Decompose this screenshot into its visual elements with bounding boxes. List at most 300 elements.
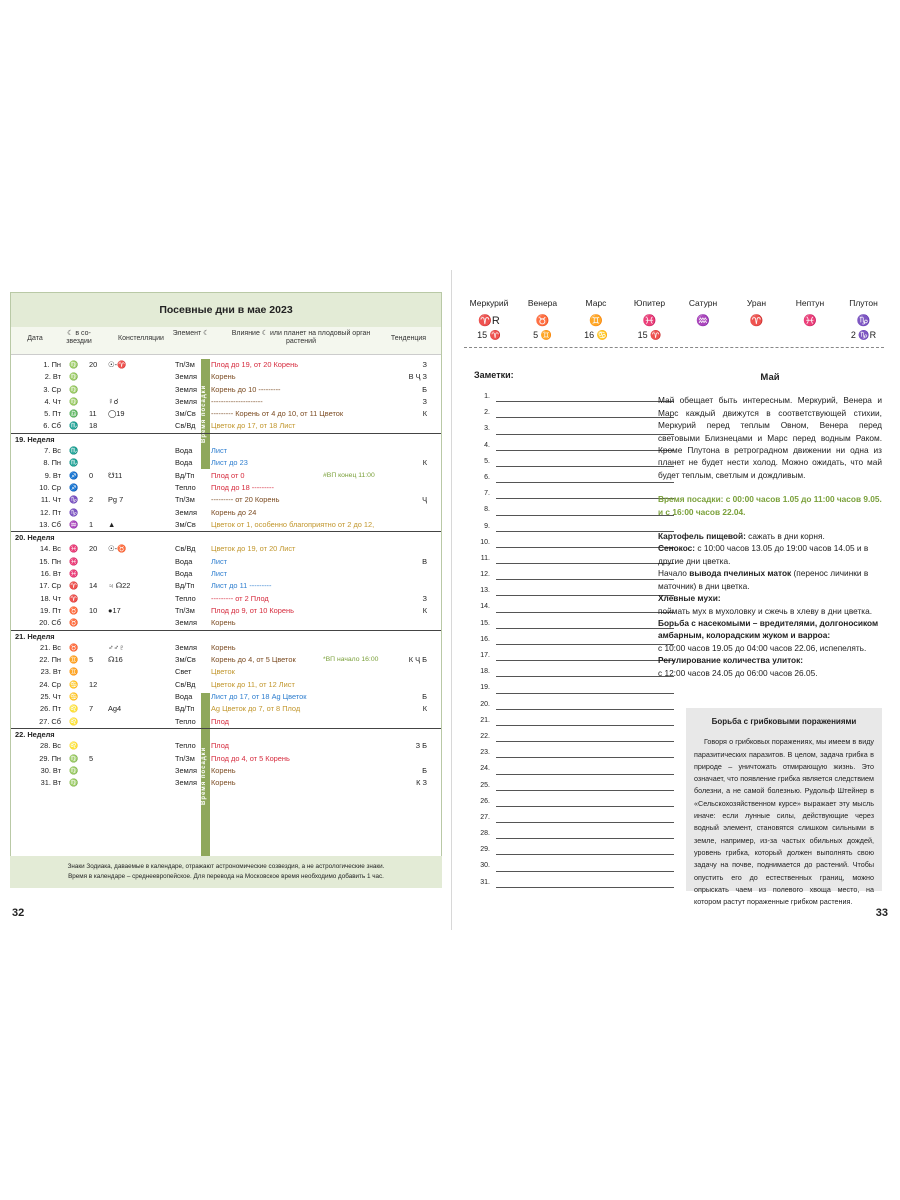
cell-d: 25. Чт [40, 692, 61, 702]
table-row [11, 580, 441, 592]
cell-p: Корень [211, 372, 236, 382]
footnote-line-1: Знаки Зодиака, даваемые в календаре, отражают астрономические созвездия, а не астрологические знаки. [67, 863, 385, 870]
potato-label: Картофель пищевой: [658, 531, 746, 542]
divider [464, 347, 884, 348]
planet-val: 5 ♊ [533, 330, 552, 340]
note-line[interactable] [474, 679, 674, 695]
cell-w: 22. Неделя [15, 729, 55, 739]
note-number: 6. [484, 473, 490, 481]
cell-d: 22. Пн [39, 655, 61, 665]
note-number: 1. [484, 393, 490, 400]
planting-bar-2: Время посадки [201, 693, 210, 858]
note-line[interactable] [474, 615, 674, 631]
cell-w: 19. Неделя [15, 434, 55, 444]
note-number: 4. [484, 441, 490, 449]
note-number: 30. [480, 862, 490, 870]
planet-name: Марс [585, 298, 607, 308]
cell-d: 30. Вт [40, 765, 61, 775]
cell-z: ♓ [69, 569, 79, 579]
table-row [11, 408, 441, 420]
cell-p: Корень [211, 765, 236, 775]
cell-n: 14 [89, 581, 98, 591]
cell-p: Корень до 10 --------- [211, 384, 281, 394]
note-line[interactable] [474, 793, 674, 809]
cell-k: ♃ ☊22 [108, 581, 131, 591]
cell-p: Лист [211, 569, 228, 579]
insects-label: Борьба с насекомыми – вредителями, долгоносиком амбарным, колорадским жуком и варроа: [658, 617, 879, 641]
cell-z: ♍ [69, 384, 79, 394]
queen-pre: Начало [658, 568, 690, 579]
hay-line [658, 542, 882, 567]
note-number: 16. [480, 635, 490, 643]
table-row [11, 777, 441, 789]
cell-d: 12. Пт [39, 507, 61, 517]
footnote [10, 856, 442, 888]
cell-p: Корень до 4, от 5 Цветок [211, 655, 296, 665]
month-intro: Май обещает быть интересным. Меркурий, Венера и Марс каждый движутся в соответствующей стихии, Меркурий перед теплым Овном, Венера перед световыми Близнецами и Марс перед водным Раком. Кроме Плутона в ретроградном движении ни одна из планет не будет нести холод. Можно ожидать, что май будет теплым, светлым и дождливым. [658, 395, 882, 480]
note-number: 28. [480, 830, 490, 838]
table-row [11, 593, 441, 605]
right-page [452, 270, 900, 930]
cell-z: ♍ [69, 753, 79, 763]
planet-glyph: ♉ [535, 315, 550, 327]
cell-z: ♌ [69, 716, 79, 726]
table-row [11, 445, 441, 457]
note-number: 15. [480, 619, 490, 627]
cell-d: 1. Пн [43, 360, 61, 369]
cell-z: ♉ [69, 605, 79, 615]
cell-k: ☉-♈ [108, 360, 127, 369]
cell-n: 20 [89, 544, 98, 554]
cell-t: К [422, 704, 427, 714]
cell-d: 19. Пт [39, 605, 61, 615]
note-number: 31. [480, 878, 490, 886]
cell-p: Плод до 4, от 5 Корень [211, 753, 290, 763]
cell-z: ♈ [69, 581, 79, 591]
note-number: 5. [484, 457, 490, 465]
cell-z: ♍ [69, 360, 79, 369]
cell-t: В [422, 556, 427, 566]
note-line[interactable] [474, 663, 674, 679]
planet-glyph: ♈R [478, 315, 500, 327]
note-number: 10. [480, 538, 490, 546]
cell-t: К Ҷ Б [408, 655, 427, 665]
planting-bar-1: Время посадки [201, 359, 210, 469]
cell-e: Земля [175, 372, 197, 382]
planet-name: Нептун [795, 298, 825, 308]
note-line[interactable] [474, 534, 674, 550]
page-number-left: 32 [12, 907, 25, 919]
cell-k: ☉-♉ [108, 544, 127, 554]
table-row [11, 384, 441, 396]
cell-d: 16. Вт [40, 569, 61, 579]
cell-p: Лист [211, 556, 228, 566]
planet-glyph: ♈ [749, 315, 764, 327]
cell-p: Корень [211, 618, 236, 628]
cell-d: 29. Пн [39, 753, 61, 763]
table-row [11, 543, 441, 555]
cell-d: 7. Вс [44, 446, 61, 456]
note-number: 13. [480, 587, 490, 595]
queen-text: (перенос личинки в маточник) в дни цветка. [658, 568, 869, 591]
note-line[interactable] [474, 857, 674, 873]
cell-p: Корень до 24 [211, 507, 257, 517]
planet-name: Юпитер [633, 298, 666, 308]
cell-e: Вд/Тп [175, 581, 195, 591]
cell-p: Лист до 23 [211, 458, 248, 468]
table-row [11, 716, 441, 728]
table-row [11, 691, 441, 703]
note-line[interactable] [474, 404, 674, 420]
note-number: 7. [484, 490, 490, 498]
cell-p: Цветок до 17, от 18 Лист [211, 421, 296, 431]
table-row [11, 420, 441, 432]
table-row [11, 507, 441, 519]
table-row [11, 617, 441, 629]
cell-e: Тепло [175, 482, 196, 492]
note-line[interactable] [474, 501, 674, 517]
table-row [11, 568, 441, 580]
cell-t: В Ҷ З [408, 372, 427, 382]
cell-t: З [422, 593, 427, 603]
cell-n: 1 [89, 519, 94, 529]
cell-p: --------- Корень от 4 до 10, от 11 Цветок [211, 409, 344, 419]
cell-z: ♓ [69, 544, 79, 554]
cell-z: ♍ [69, 778, 79, 788]
note-line[interactable] [474, 841, 674, 857]
cell-e: Вд/Тп [175, 704, 195, 714]
week-header [11, 728, 441, 740]
note-line[interactable] [474, 777, 674, 793]
cell-e: Вода [175, 458, 193, 468]
header-trend: Тенденция [390, 335, 427, 342]
table-row [11, 371, 441, 383]
cell-d: 14. Вс [40, 544, 61, 554]
note-line[interactable] [474, 550, 674, 566]
note-number: 19. [480, 684, 490, 692]
planet-val: 15 ♈ [477, 330, 501, 340]
table-row [11, 765, 441, 777]
hay-label: Сенокос: [658, 543, 696, 554]
cell-e: Св/Вд [175, 421, 196, 431]
cell-p: Цветок до 19, от 20 Лист [211, 544, 296, 554]
cell-n: 20 [89, 360, 98, 369]
cell-e: Тепло [175, 593, 196, 603]
cell-p: --------- от 2 Плод [211, 593, 269, 603]
cell-p: Плод [211, 716, 229, 726]
note-number: 11. [480, 554, 490, 562]
cell-d: 6. Сб [43, 421, 61, 431]
fungus-box [686, 708, 882, 907]
cell-p: Лист до 11 --------- [211, 581, 272, 591]
table-row [11, 470, 441, 482]
cell-d: 24. Ср [39, 679, 61, 689]
cell-e: Земля [175, 618, 197, 628]
cell-k: Ag4 [108, 704, 122, 714]
cell-d: 4. Чт [44, 396, 61, 406]
note-line[interactable] [474, 518, 674, 534]
table-row [11, 482, 441, 494]
note-number: 22. [480, 732, 490, 740]
cell-z: ♍ [69, 396, 79, 406]
queen-label: вывода пчелиных маток [689, 568, 792, 579]
cell-d: 28. Вс [40, 741, 61, 751]
table-row [11, 642, 441, 654]
header-date: Дата [27, 335, 43, 342]
cell-e: Зм/Св [175, 519, 196, 529]
cell-d: 18. Чт [40, 593, 61, 603]
header-influence: Влияние ☾ или планет на плодовый орган растений [231, 330, 371, 345]
fungus-title: Борьба с грибковыми поражениями [711, 717, 857, 726]
header-element: Элемент ☾ [172, 330, 210, 337]
cell-z: ♐ [69, 470, 79, 480]
cell-z: ♊ [69, 667, 79, 677]
note-number: 9. [484, 522, 490, 530]
cell-n: 0 [89, 470, 94, 480]
snails-text: с 12:00 часов 24.05 до 06:00 часов 26.05. [658, 667, 818, 678]
cell-n: 5 [89, 655, 94, 665]
table-row [11, 556, 441, 568]
planting-time: Время посадки: с 00:00 часов 1.05 до 11:00 часов 9.05. и с 16:00 часов 22.04. [658, 494, 882, 517]
cell-d: 13. Сб [39, 519, 61, 529]
cell-d: 10. Ср [39, 482, 61, 492]
page-number-right: 33 [875, 907, 888, 919]
cell-t: К [422, 409, 427, 419]
note-number: 18. [480, 668, 490, 676]
note-line[interactable] [474, 647, 674, 663]
cell-t: З [422, 396, 427, 406]
cell-e: Земля [175, 778, 197, 788]
cell-e: Вд/Тп [175, 470, 195, 480]
note-line[interactable] [474, 809, 674, 825]
cell-e: Тп/Зм [175, 495, 195, 505]
cell-d: 11. Чт [40, 495, 61, 505]
cell-p: Плод до 9, от 10 Корень [211, 605, 294, 615]
cell-e: Вода [175, 446, 193, 456]
cell-z: ♏ [69, 421, 79, 431]
month-text [658, 372, 882, 679]
note-number: 29. [480, 846, 490, 854]
table-row [11, 605, 441, 617]
table-row [11, 679, 441, 691]
note-line[interactable] [474, 566, 674, 582]
cell-e: Тепло [175, 716, 196, 726]
cell-d: 31. Вт [40, 778, 61, 788]
cell-z: ♌ [69, 704, 79, 714]
cell-e: Тп/Зм [175, 605, 195, 615]
note-number: 12. [480, 571, 490, 579]
cell-e: Вода [175, 556, 193, 566]
cell-d: 15. Пн [39, 556, 61, 566]
cell-t: Б [422, 692, 427, 702]
note-number: 3. [484, 425, 490, 433]
header-constellations: Констелляции [118, 335, 164, 342]
planet-val: 16 ♋ [584, 330, 608, 340]
table-row [11, 519, 441, 531]
fungus-text: Говоря о грибковых поражениях, мы имеем в виду паразитических паразитов. В целом, задача грибка в природе – уничтожать отмирающую жизнь. Это означает, что появление грибка является следствием болезни, а не самой болезнью. Рудольф Штейнер в «Сельскохозяйственном курсе» выражает эту мысль иначе: если лунные силы, действующие через водный элемент, становятся слишком сильными в земле, например, из-за частых обильных дождей, уровень грибка, который должен выполнять свою задачу на почве, поднимается до растений. Чтобы опустить его до естественных границ, можно опрыскать чаем из полевого хвоща место, на котором растут пораженные грибком растения. [694, 737, 874, 907]
notes-section [474, 370, 674, 890]
note-number: 2. [484, 409, 490, 417]
cell-k: Pg 7 [108, 495, 124, 505]
cell-z: ♊ [69, 655, 79, 665]
planet-name: Венера [527, 298, 558, 308]
cell-e: Св/Вд [175, 679, 196, 689]
cell-e: Земля [175, 765, 197, 775]
cell-e: Тп/Зм [175, 360, 195, 369]
cell-z: ♏ [69, 458, 79, 468]
table-row [11, 666, 441, 678]
planet-val: 15 ♈ [637, 330, 662, 340]
cell-e: Земля [175, 507, 197, 517]
cell-z: ♌ [69, 741, 79, 751]
cell-e: Земля [175, 642, 197, 652]
cell-p: Цветок [211, 667, 235, 677]
cell-p: Ag Цветок до 7, от 8 Плод [211, 704, 301, 714]
note-number: 21. [480, 716, 490, 724]
hay-text: с 10:00 часов 13.05 до 19:00 часов 14.05 и в другие дни цветка. [658, 543, 869, 566]
cell-p: Плод от 0 [211, 470, 245, 480]
cell-p: Плод [211, 741, 229, 751]
cell-n: 18 [89, 421, 98, 431]
cell-e: Св/Вд [175, 544, 196, 554]
note-line[interactable] [474, 760, 674, 776]
cell-e: Вода [175, 692, 193, 702]
cell-z: ♍ [69, 372, 79, 382]
note-line[interactable] [474, 598, 674, 614]
table-row [11, 457, 441, 469]
cell-p: Корень [211, 778, 236, 788]
note-number: 8. [484, 506, 490, 514]
note-line[interactable] [474, 420, 674, 436]
note-line[interactable] [474, 696, 674, 712]
cell-t: Б [422, 765, 427, 775]
cell-d: 17. Ср [39, 581, 61, 591]
cell-p: Лист [211, 446, 228, 456]
cell-t: З Б [415, 741, 427, 751]
cell-e: Тп/Зм [175, 753, 195, 763]
cell-p: --------- от 20 Корень [211, 495, 280, 505]
cell-x: *ВП начало 16:00 [323, 656, 379, 664]
cell-k: ♂♂♇ [108, 642, 125, 652]
planet-glyph: ♊ [589, 315, 603, 327]
week-header [11, 433, 441, 445]
cell-d: 27. Сб [39, 716, 61, 726]
cell-x: #ВП конец 11:00 [323, 471, 375, 479]
week-header [11, 531, 441, 543]
cell-t: Б [422, 384, 427, 394]
cell-p: Цветок до 11, от 12 Лист [211, 679, 295, 689]
planet-name: Меркурий [469, 298, 509, 308]
cell-d: 26. Пт [39, 704, 61, 714]
table-row [11, 703, 441, 715]
note-line[interactable] [474, 582, 674, 598]
flies-text: поймать мух в мухоловку и сжечь в хлеву в дни цветка. [658, 605, 873, 616]
planet-name: Плутон [849, 298, 878, 308]
cell-z: ♈ [69, 593, 79, 603]
cell-k: ☊16 [108, 655, 123, 665]
note-line[interactable] [474, 874, 674, 890]
cell-d: 8. Пн [43, 458, 61, 468]
cell-p: Цветок от 1, особенно благоприятно от 2 до 12, [211, 519, 375, 529]
cell-d: 9. Вт [44, 470, 61, 480]
note-line[interactable] [474, 744, 674, 760]
cell-w: 20. Неделя [15, 533, 55, 543]
cell-p: Плод до 18 --------- [211, 482, 274, 492]
left-page [0, 270, 452, 930]
cell-z: ♎ [69, 409, 79, 419]
cell-d: 3. Ср [43, 384, 61, 394]
cell-z: ♋ [69, 692, 79, 702]
note-line[interactable] [474, 388, 674, 404]
table-row [11, 359, 441, 371]
cell-n: 12 [89, 679, 98, 689]
note-number: 25. [480, 781, 490, 789]
cell-t: К [422, 458, 427, 468]
note-number: 24. [480, 765, 490, 773]
note-number: 20. [480, 700, 490, 708]
cell-e: Зм/Св [175, 409, 196, 419]
cell-k: ☿☌ [108, 396, 119, 406]
note-line[interactable] [474, 825, 674, 841]
cell-z: ♋ [69, 679, 79, 689]
insects-text: с 10:00 часов 19.05 до 04:00 часов 22.06, испепелять. [658, 642, 867, 653]
cell-e: Зм/Св [175, 655, 196, 665]
cell-p: Плод до 19, от 20 Корень [211, 360, 299, 369]
note-line[interactable] [474, 453, 674, 469]
table-row [11, 740, 441, 752]
table-row [11, 494, 441, 506]
cell-k: ●17 [108, 605, 121, 615]
note-line[interactable] [474, 631, 674, 647]
cell-d: 5. Пт [44, 409, 61, 419]
cell-k: ☋11 [108, 470, 123, 480]
table-row [11, 753, 441, 765]
cell-d: 23. Вт [40, 667, 61, 677]
note-number: 27. [480, 813, 490, 821]
table-row [11, 654, 441, 666]
cell-t: З [422, 360, 427, 369]
cell-z: ♓ [69, 556, 79, 566]
cell-z: ♉ [69, 642, 79, 652]
note-line[interactable] [474, 728, 674, 744]
cell-n: 10 [89, 605, 98, 615]
cell-z: ♐ [69, 482, 79, 492]
planet-table [460, 292, 888, 352]
table-title: Посевные дни в мае 2023 [11, 293, 441, 327]
cell-n: 11 [89, 409, 97, 419]
cell-d: 21. Вс [40, 642, 61, 652]
header-moon: ☾ в со-звездии [66, 330, 92, 345]
planet-name: Сатурн [688, 298, 718, 308]
note-line[interactable] [474, 469, 674, 485]
planet-glyph: ♓ [803, 315, 817, 327]
cell-z: ♍ [69, 765, 79, 775]
cell-n: 5 [89, 753, 94, 763]
cell-e: Тепло [175, 741, 196, 751]
cell-z: ♑ [69, 495, 79, 505]
cell-k: ◯19 [108, 409, 125, 419]
cell-p: Лист до 17, от 18 Ag Цветок [211, 692, 307, 702]
note-line[interactable] [474, 712, 674, 728]
footnote-line-2: Время в календаре – среднеевропейское. Для перевода на Московское время необходимо добавить 1 час. [68, 873, 384, 880]
flies-label: Хлевные мухи: [658, 593, 721, 604]
table-row [11, 396, 441, 408]
note-line[interactable] [474, 437, 674, 453]
note-line[interactable] [474, 485, 674, 501]
planet-glyph: ♓ [642, 315, 657, 327]
potato-line [658, 530, 882, 542]
cell-e: Земля [175, 384, 197, 394]
